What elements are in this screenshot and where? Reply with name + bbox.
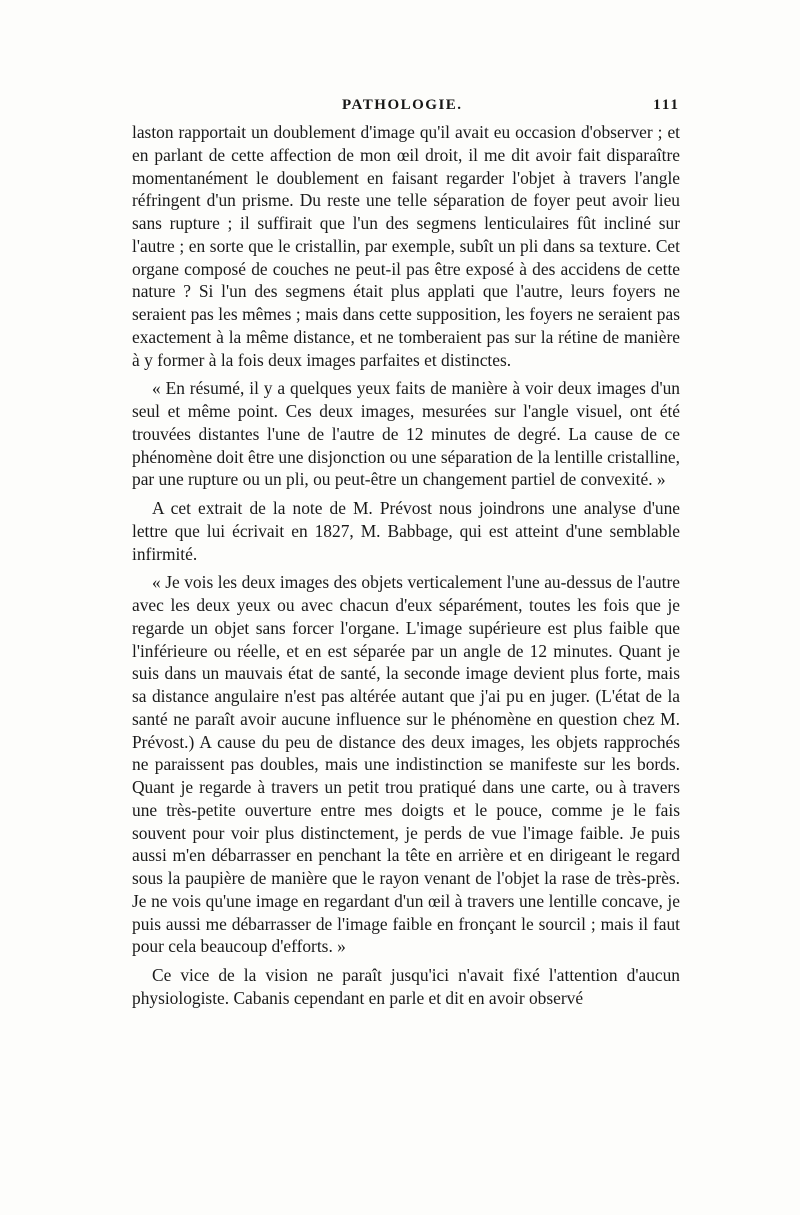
page-number: 111	[653, 97, 680, 113]
paragraph: « Je vois les deux images des objets verticalement l'une au-dessus de l'autre avec les deux yeux ou avec chacun d'eux séparément, toutes les fois que je regarde un objet sans forcer l'organe. L'image supérieure est plus faible que l'inférieure ou réelle, et en est séparée par un angle de 12 minutes. Quant je suis dans un mauvais état de santé, la seconde image devient plus forte, mais sa distance angulaire n'est pas altérée autant que j'ai pu en juger. (L'état de la santé ne paraît avoir aucune influence sur le phénomène en question chez M. Prévost.) A cause du peu de distance des deux images, les objets rapprochés ne paraissent pas doubles, mais une indistinction se manifeste sur les bords. Quant je regarde à travers un petit trou pratiqué dans une carte, ou à travers une très-petite ouverture entre mes doigts et le pouce, comme je le fais souvent pour voir plus distinctement, je perds de vue l'image faible. Je puis aussi m'en débarrasser en penchant la tête en arrière et en dirigeant le regard sous la paupière de manière que le rayon venant de l'objet la rase de très-près. Je ne vois qu'une image en regardant d'un œil à travers une lentille concave, je puis aussi me débarrasser de l'image faible en fronçant le sourcil ; mais il faut pour cela beaucoup d'efforts. »	[132, 572, 680, 957]
paragraph: « En résumé, il y a quelques yeux faits de manière à voir deux images d'un seul et même point. Ces deux images, mesurées sur l'angle visuel, ont été trouvées distantes l'une de l'autre de 12 minutes de degré. La cause de ce phénomène doit être une disjonction ou une séparation de la lentille cristalline, par une rupture ou un pli, ou peut-être un changement partiel de convexité. »	[132, 378, 680, 490]
paragraph: laston rapportait un doublement d'image qu'il avait eu occasion d'observer ; et en parlant de cette affection de mon œil droit, il me dit avoir fait disparaître momentanément le doublement en faisant regarder l'objet à travers l'angle réfringent d'un prisme. Du reste une telle séparation de foyer peut avoir lieu sans rupture ; il suffirait que l'un des segmens lenticulaires fût incliné sur l'autre ; en sorte que le cristallin, par exemple, subît un pli dans sa texture. Cet organe composé de couches ne peut-il pas être exposé à des accidens de cette nature ? Si l'un des segmens était plus applati que l'autre, leurs foyers ne seraient pas les mêmes ; mais dans cette supposition, les foyers ne seraient pas exactement à la même distance, et ne tomberaient pas sur la rétine de manière à y former à la fois deux images parfaites et distinctes.	[132, 122, 680, 370]
paragraph: Ce vice de la vision ne paraît jusqu'ici n'avait fixé l'attention d'aucun physiologiste. Cabanis cependant en parle et dit en avoir observé	[132, 965, 680, 1008]
page-header	[132, 97, 680, 121]
body-text	[132, 121, 680, 1016]
paragraph: A cet extrait de la note de M. Prévost nous joindrons une analyse d'une lettre que lui écrivait en 1827, M. Babbage, qui est atteint d'une semblable infirmité.	[132, 498, 680, 564]
running-title: PATHOLOGIE.	[342, 97, 463, 113]
